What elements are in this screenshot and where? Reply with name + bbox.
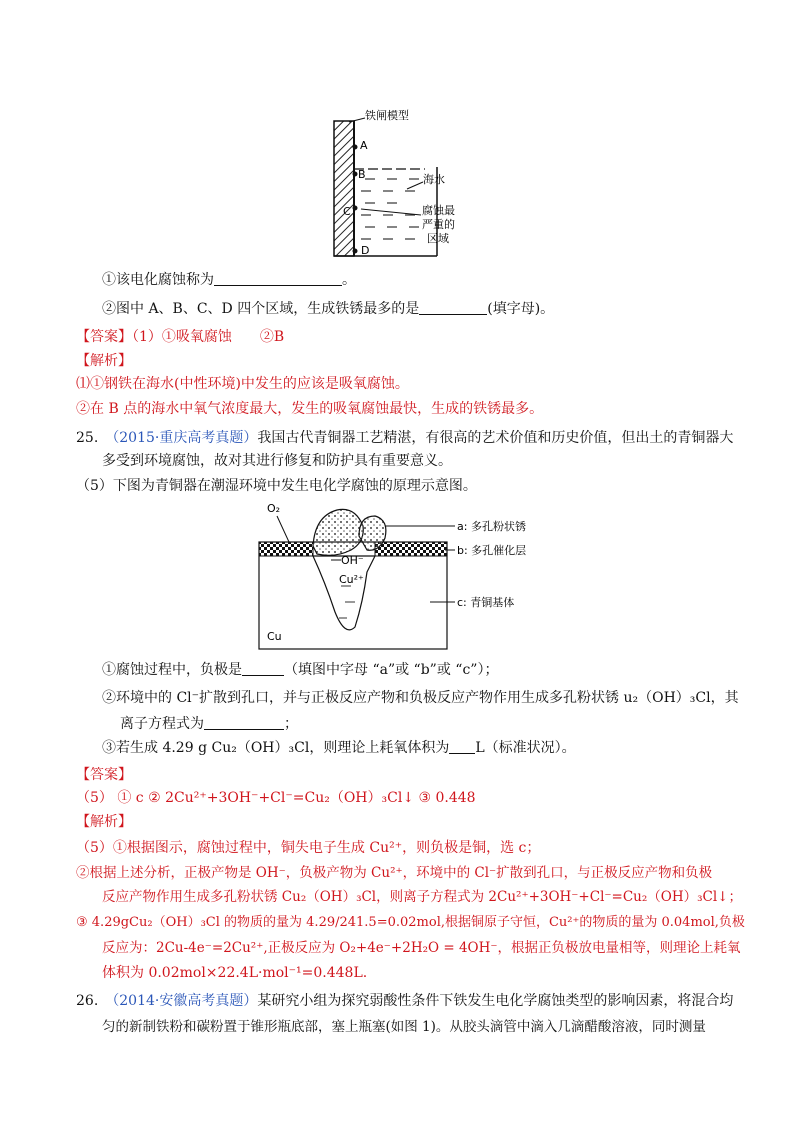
point-a-dot <box>353 145 358 150</box>
blank[interactable] <box>214 271 342 286</box>
point-a-label: A <box>360 139 368 152</box>
q25-part5: （5）下图为青铜器在潮湿环境中发生电化学腐蚀的原理示意图。 <box>76 478 477 494</box>
q25-stem-2: 多受到环境腐蚀，故对其进行修复和防护具有重要意义。 <box>102 453 452 469</box>
q25-answer-head: 【答案】 <box>76 767 132 783</box>
q24-answer: 【答案】（1）①吸氧腐蚀 ②B <box>76 329 285 345</box>
point-c-dot <box>353 206 358 211</box>
corrosion-label-2: 严重的 <box>422 218 455 231</box>
q25-sub3: ③若生成 4.29 g Cu₂（OH）₃Cl，则理论上耗氧体积为 L（标准状况）。 <box>102 740 576 756</box>
point-b-label: B <box>358 168 366 181</box>
q25-sub2-l2: 离子方程式为 ； <box>120 716 298 732</box>
point-d-dot <box>353 249 358 254</box>
q25-answer-body: （5） ① c ② 2Cu²⁺+3OH⁻+Cl⁻=Cu₂（OH）₃Cl↓ ③ 0.448 <box>76 790 476 806</box>
corrosion-label-1: 腐蚀最 <box>422 204 455 217</box>
q24-analysis-2: ②在 B 点的海水中氧气浓度最大，发生的吸氧腐蚀最快，生成的铁锈最多。 <box>76 401 544 417</box>
blank[interactable] <box>419 300 487 315</box>
cu-label: Cu <box>267 630 282 643</box>
label-b: b: 多孔催化层 <box>457 544 527 557</box>
blank[interactable] <box>242 661 284 676</box>
point-b-dot <box>353 172 358 177</box>
point-d-label: D <box>361 244 370 257</box>
bronze-corrosion-diagram <box>255 502 585 652</box>
blank[interactable] <box>204 715 284 730</box>
q26-stem-2: 匀的新制铁粉和碳粉置于锥形瓶底部，塞上瓶塞(如图 1)。从胶头滴管中滴入几滴醋酸溶液，同时测量 <box>102 1019 706 1035</box>
q25-analysis-3b: 反应为：2Cu-4e⁻=2Cu²⁺,正极反应为 O₂+4e⁻+2H₂O = 4OH⁻，根据正负极放电量相等，则理论上耗氧 <box>102 940 741 956</box>
q25-analysis-3a: ③ 4.29gCu₂（OH）₃Cl 的物质的量为 4.29/241.5=0.02mol,根据铜原子守恒，Cu²⁺的物质的量为 0.04mol,负极 <box>76 915 745 930</box>
q24-sub1: ①该电化腐蚀称为 。 <box>102 272 356 288</box>
q25-stem-1: 25. （2015·重庆高考真题）我国古代青铜器工艺精湛，有很高的艺术价值和历史价值，但出土的青铜器大 <box>76 430 734 446</box>
q25-sub1: ①腐蚀过程中，负极是 （填图中字母 “a”或 “b”或 “c”）； <box>102 662 499 678</box>
label-a: a: 多孔粉状锈 <box>457 520 526 533</box>
q26-stem-1: 26. （2014·安徽高考真题）某研究小组为探究弱酸性条件下铁发生电化学腐蚀类型的影响因素，将混合均 <box>76 993 734 1009</box>
q25-analysis-3c: 体积为 0.02mol×22.4L·mol⁻¹=0.448L. <box>102 965 368 981</box>
q25-analysis-2b: 反应产物作用生成多孔粉状锈 Cu₂（OH）₃Cl，则离子方程式为 2Cu²⁺+3OH⁻+Cl⁻=Cu₂（OH）₃Cl↓； <box>102 889 742 905</box>
oh-label: OH⁻ <box>341 554 364 567</box>
corrosion-label-3: 区域 <box>427 232 449 245</box>
q24-sub2: ②图中 A、B、C、D 四个区域，生成铁锈最多的是 (填字母)。 <box>102 301 555 317</box>
point-c-label: C <box>343 205 351 218</box>
q25-analysis-head: 【解析】 <box>76 814 132 830</box>
q25-analysis-1: （5）①根据图示，腐蚀过程中，铜失电子生成 Cu²⁺，则负极是铜，选 c； <box>76 840 541 856</box>
iron-gate-diagram <box>325 105 475 260</box>
q25-sub2-l1: ②环境中的 Cl⁻扩散到孔口，并与正极反应产物和负极反应产物作用生成多孔粉状锈 u₂（OH）₃Cl，其 <box>102 690 739 706</box>
o2-label: O₂ <box>267 502 281 515</box>
label-c: c: 青铜基体 <box>457 596 515 609</box>
q24-analysis-1: ⑴①钢铁在海水(中性环境)中发生的应该是吸氧腐蚀。 <box>76 376 409 392</box>
blank[interactable] <box>449 739 475 754</box>
q25-analysis-2a: ②根据上述分析，正极产物是 OH⁻，负极产物为 Cu²⁺，环境中的 Cl⁻扩散到孔口，与正极反应产物和负极 <box>76 865 713 881</box>
cu2-label: Cu²⁺ <box>339 573 364 586</box>
q24-analysis-head: 【解析】 <box>76 353 132 369</box>
seawater-label: 海水 <box>423 173 445 186</box>
model-label: 铁闸模型 <box>365 109 409 122</box>
